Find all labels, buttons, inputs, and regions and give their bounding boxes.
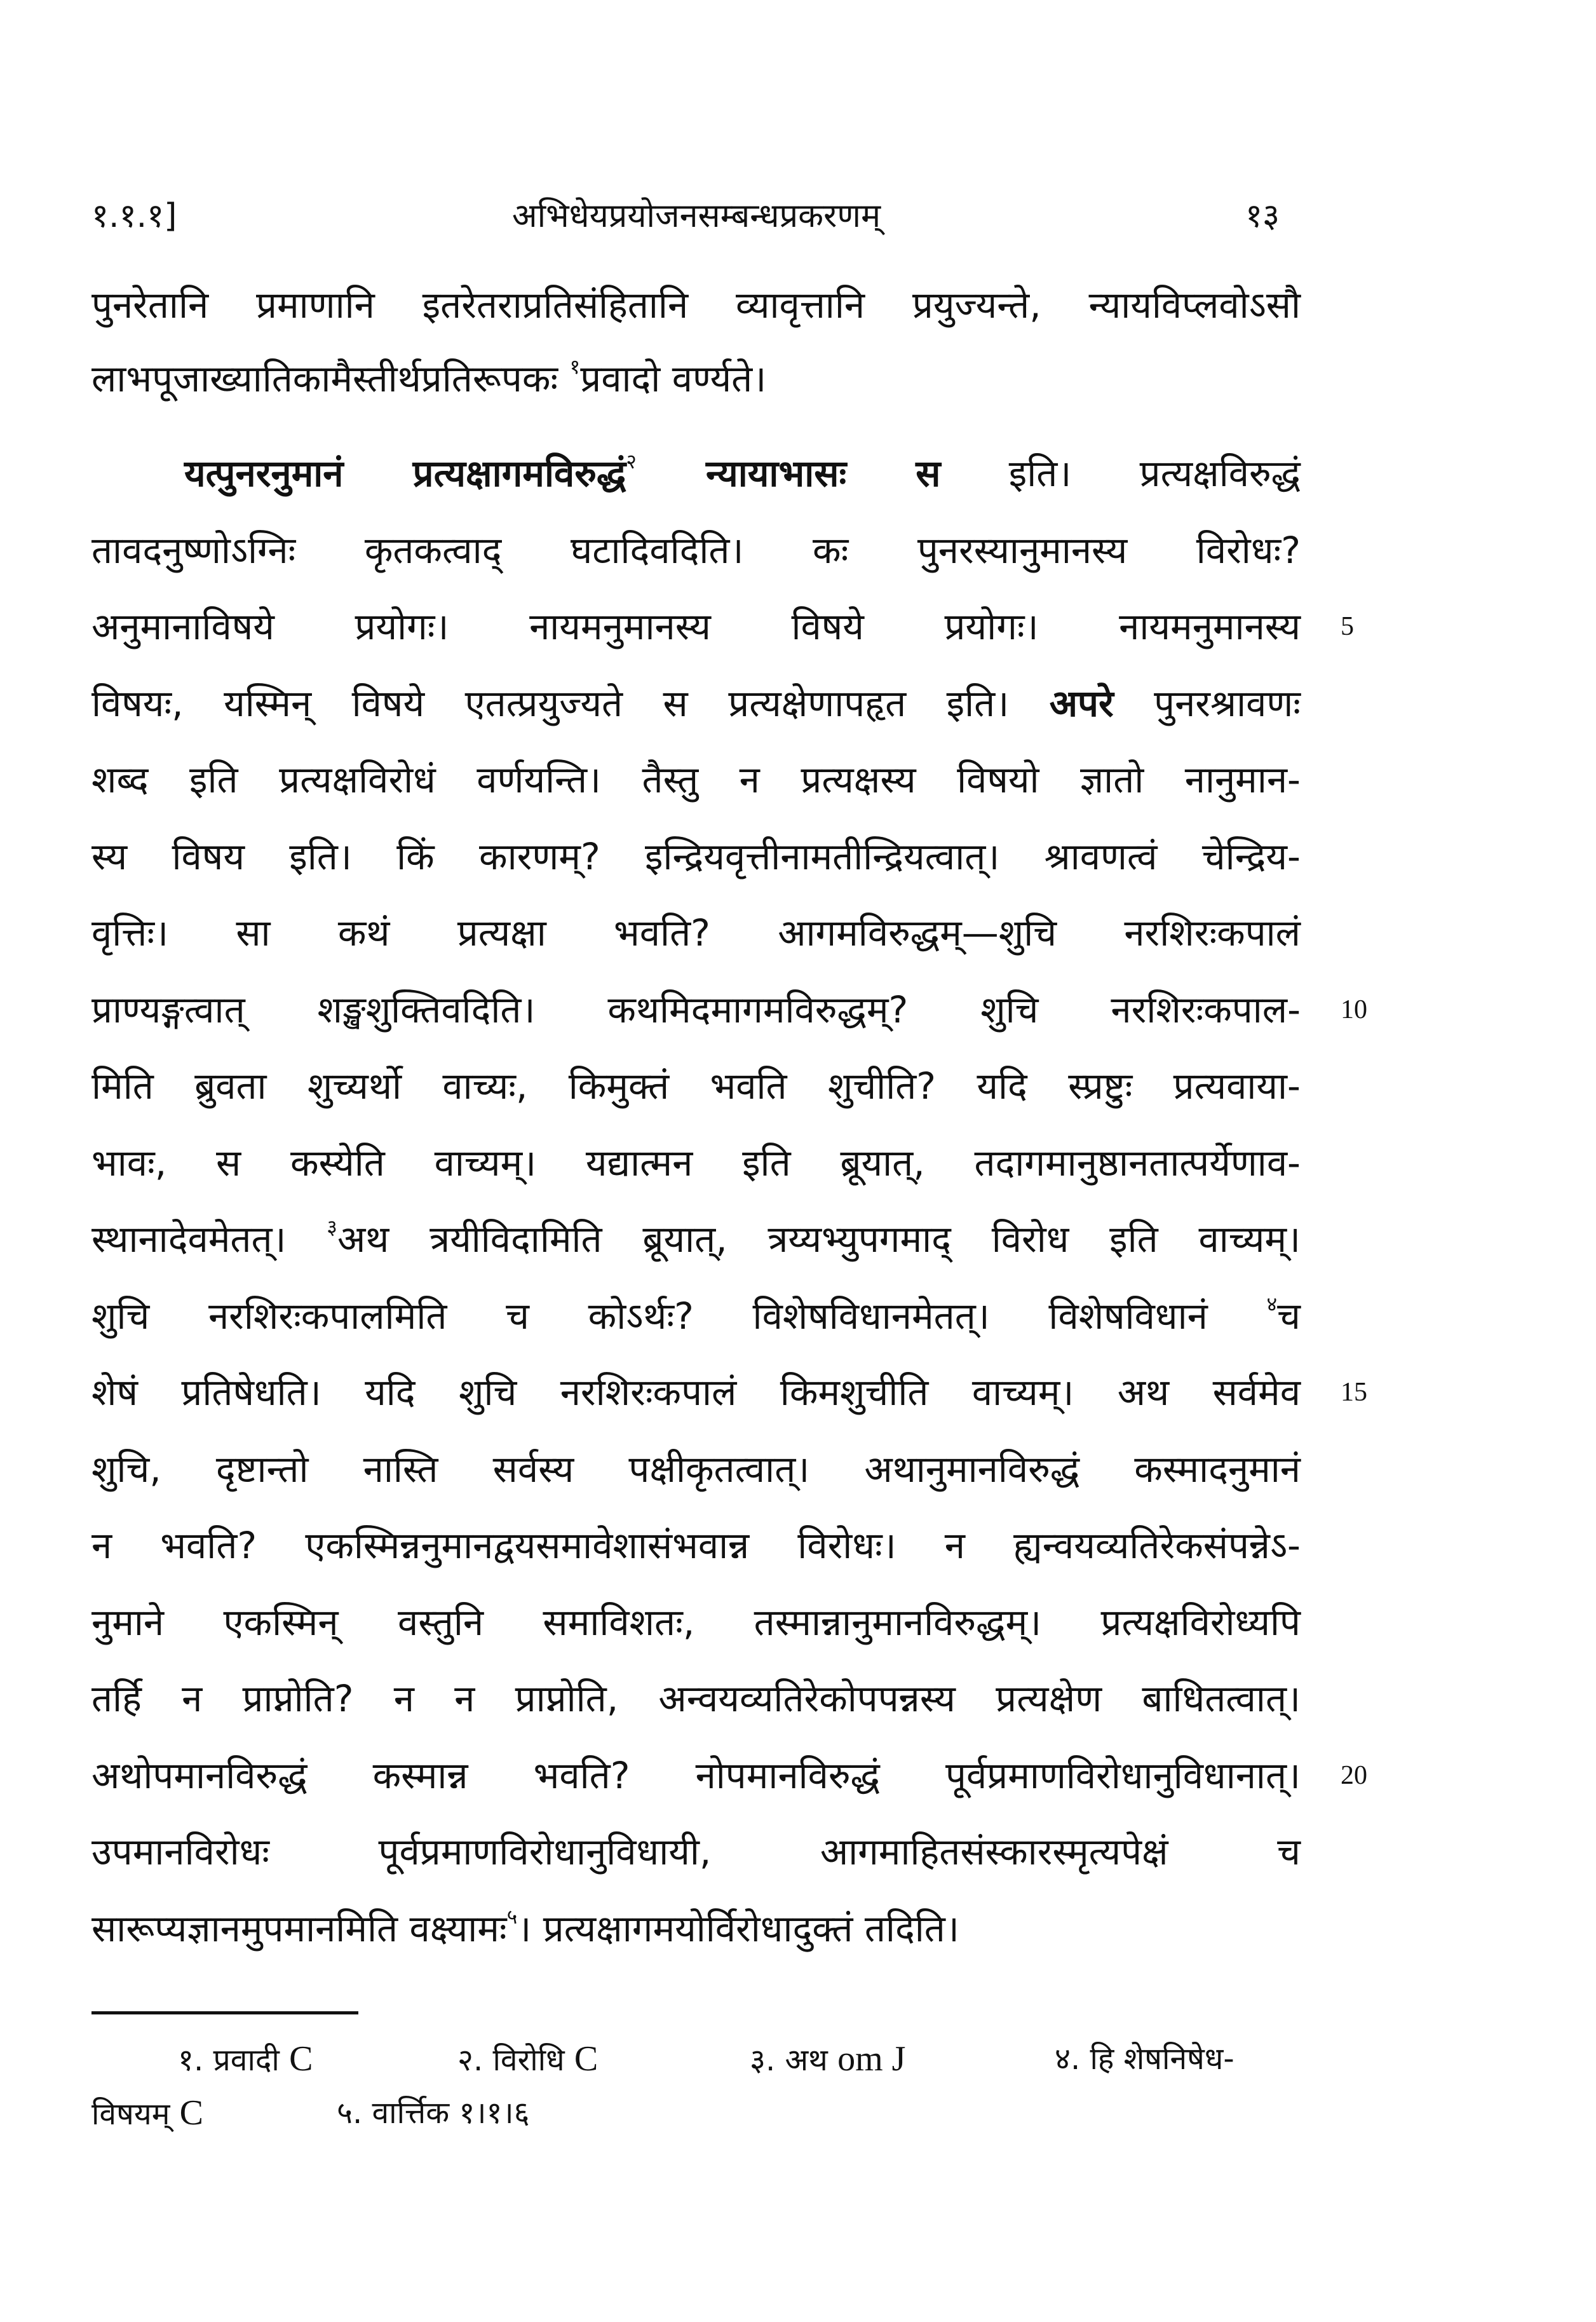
- text-line: [91, 672, 1301, 735]
- footnote-4-cont: [91, 2091, 203, 2136]
- line-number: 20: [1341, 1760, 1367, 1790]
- footnote-siglum: C: [574, 2039, 598, 2079]
- footnote-3: [750, 2037, 905, 2082]
- text-segment: सारूप्यज्ञानमुपमानमिति वक्ष्यामः: [91, 1906, 507, 1950]
- running-head-title: अभिधेयप्रयोजनसम्बन्धप्रकरणम्: [511, 197, 881, 235]
- text-segment: अथोपमानविरुद्धं कस्मान्न भवति? नोपमानविरुद्धं पूर्वप्रमाणविरोधानुविधानात्।: [91, 1753, 1301, 1797]
- text-segment: । प्रत्यक्षागमयोर्विरोधादुक्तं तदिति।: [517, 1906, 959, 1950]
- text-segment: स्य विषय इति। किं कारणम्? इन्द्रियवृत्तीनामतीन्द्रियत्वात्। श्रावणत्वं चेन्द्रिय-: [91, 834, 1301, 878]
- text-line: [91, 825, 1301, 888]
- text-segment: पुनरेतानि प्रमाणानि इतरेतराप्रतिसंहितानि व्यावृत्तानि प्रयुज्यन्ते, न्यायविप्लवोऽसौ: [91, 283, 1301, 327]
- footnote-marker: ३: [327, 1215, 337, 1239]
- text-line: [91, 1667, 1301, 1730]
- text-segment: शुचि, दृष्टान्तो नास्ति सर्वस्य पक्षीकृतत्वात्। अथानुमानविरुद्धं कस्मादनुमानं: [91, 1447, 1301, 1491]
- text-segment: नुमाने एकस्मिन् वस्तुनि समाविशतः, तस्मान्नानुमानविरुद्धम्। प्रत्यक्षविरोध्यपि: [91, 1600, 1301, 1644]
- text-line: [91, 519, 1301, 582]
- text-line: [91, 1897, 1301, 1960]
- text-line: [91, 1284, 1301, 1348]
- text-line: [91, 1131, 1301, 1195]
- text-segment: च: [1277, 1294, 1301, 1338]
- bold-text: न्यायाभासः स: [636, 452, 941, 495]
- text-line: [91, 1744, 1301, 1807]
- text-line: [91, 1361, 1301, 1424]
- text-line: [91, 1820, 1301, 1884]
- text-segment: लाभपूजाख्यातिकामैस्तीर्थप्रतिरूपकः: [91, 357, 570, 400]
- line-number: 5: [1341, 612, 1354, 641]
- footnote-text: ४. हि शेषनिषेध-: [1055, 2041, 1234, 2077]
- text-segment: तावदनुष्णोऽग्निः कृतकत्वाद् घटादिवदिति। कः पुनरस्यानुमानस्य विरोधः?: [91, 528, 1301, 572]
- text-line: [91, 1514, 1301, 1577]
- running-head-section: १.१.१]: [91, 197, 177, 235]
- text-segment: शब्द इति प्रत्यक्षविरोधं वर्णयन्ति। तैस्तु न प्रत्यक्षस्य विषयो ज्ञातो नानुमान-: [91, 758, 1301, 801]
- text-segment: तर्हि न प्राप्नोति? न न प्राप्नोति, अन्वयव्यतिरेकोपपन्नस्य प्रत्यक्षेण बाधितत्वात्।: [91, 1677, 1301, 1720]
- text-line: [91, 748, 1301, 811]
- text-line: [91, 1207, 1301, 1271]
- footnote-siglum: om J: [837, 2039, 906, 2079]
- text-segment: वृत्तिः। सा कथं प्रत्यक्षा भवति? आगमविरुद्धम्—शुचि नरशिरःकपालं: [91, 911, 1301, 954]
- text-line: [91, 1054, 1301, 1118]
- text-segment: भावः, स कस्येति वाच्यम्। यद्यात्मन इति ब्रूयात्, तदागमानुष्ठानतात्पर्येणाव-: [91, 1141, 1301, 1185]
- text-segment: न भवति? एकस्मिन्ननुमानद्वयसमावेशासंभवान्न विरोधः। न ह्यन्वयव्यतिरेकसंपन्नेऽ-: [91, 1524, 1301, 1567]
- footnote-text: ३. अथ: [750, 2042, 838, 2078]
- footnote-2: [457, 2037, 598, 2082]
- text-segment: अनुमानाविषये प्रयोगः। नायमनुमानस्य विषये प्रयोगः। नायमनुमानस्य: [91, 605, 1301, 648]
- footnote-marker: ४: [1266, 1291, 1278, 1316]
- text-segment: मिति ब्रुवता शुच्यर्थो वाच्यः, किमुक्तं भवति शुचीति? यदि स्प्रष्टुः प्रत्यवाया-: [91, 1064, 1301, 1108]
- footnote-rule: [91, 2011, 358, 2014]
- text-line: [91, 347, 1301, 411]
- text-line: [91, 978, 1301, 1042]
- text-line: [91, 273, 1301, 337]
- footnote-text: ५. वार्त्तिक १।१।६: [337, 2095, 530, 2131]
- footnote-text: २. विरोधि: [457, 2042, 574, 2078]
- line-number: 10: [1341, 995, 1367, 1024]
- footnote-text: विषयम्: [91, 2096, 180, 2132]
- text-segment: पुनरश्रावणः: [1113, 681, 1301, 725]
- footnote-marker: १: [569, 355, 581, 379]
- footnote-siglum: C: [289, 2039, 313, 2079]
- text-segment: प्रवादो वर्ण्यते।: [580, 357, 767, 400]
- text-segment: शुचि नरशिरःकपालमिति च कोऽर्थः? विशेषविधानमेतत्। विशेषविधानं: [91, 1294, 1267, 1338]
- bold-text: यत्पुनरनुमानं प्रत्यक्षागमविरुद्धं: [184, 452, 626, 495]
- bold-text: अपरे: [1049, 681, 1114, 725]
- page-number: १३: [1245, 197, 1280, 235]
- text-segment: विषयः, यस्मिन् विषये एतत्प्रयुज्यते स प्रत्यक्षेणापहृत इति।: [91, 681, 1050, 725]
- footnote-text: १. प्रवादी: [178, 2042, 290, 2078]
- text-segment: अथ त्रयीविदामिति ब्रूयात्, त्रय्यभ्युपगमाद् विरोध इति वाच्यम्।: [337, 1218, 1301, 1261]
- footnote-1: [178, 2037, 313, 2082]
- text-segment: स्थानादेवमेतत्।: [91, 1218, 327, 1261]
- footnote-marker: २: [626, 449, 637, 473]
- footnote-marker: ५: [506, 1904, 518, 1929]
- footnote-5: [337, 2091, 530, 2135]
- text-segment: प्राण्यङ्गत्वात् शङ्खशुक्तिवदिति। कथमिदमागमविरुद्धम्? शुचि नरशिरःकपाल-: [91, 988, 1301, 1031]
- line-number: 15: [1341, 1378, 1367, 1407]
- text-segment: शेषं प्रतिषेधति। यदि शुचि नरशिरःकपालं किमशुचीति वाच्यम्। अथ सर्वमेव: [91, 1371, 1301, 1414]
- text-line: [184, 442, 1301, 505]
- text-line: [91, 595, 1301, 658]
- text-segment: इति। प्रत्यक्षविरुद्धं: [940, 452, 1301, 495]
- text-line: [91, 1437, 1301, 1501]
- footnote-siglum: C: [179, 2093, 204, 2133]
- text-segment: उपमानविरोधः पूर्वप्रमाणविरोधानुविधायी, आगमाहितसंस्कारस्मृत्यपेक्षं च: [91, 1830, 1301, 1873]
- footnote-4: [1055, 2037, 1234, 2081]
- text-line: [91, 1591, 1301, 1654]
- text-line: [91, 901, 1301, 965]
